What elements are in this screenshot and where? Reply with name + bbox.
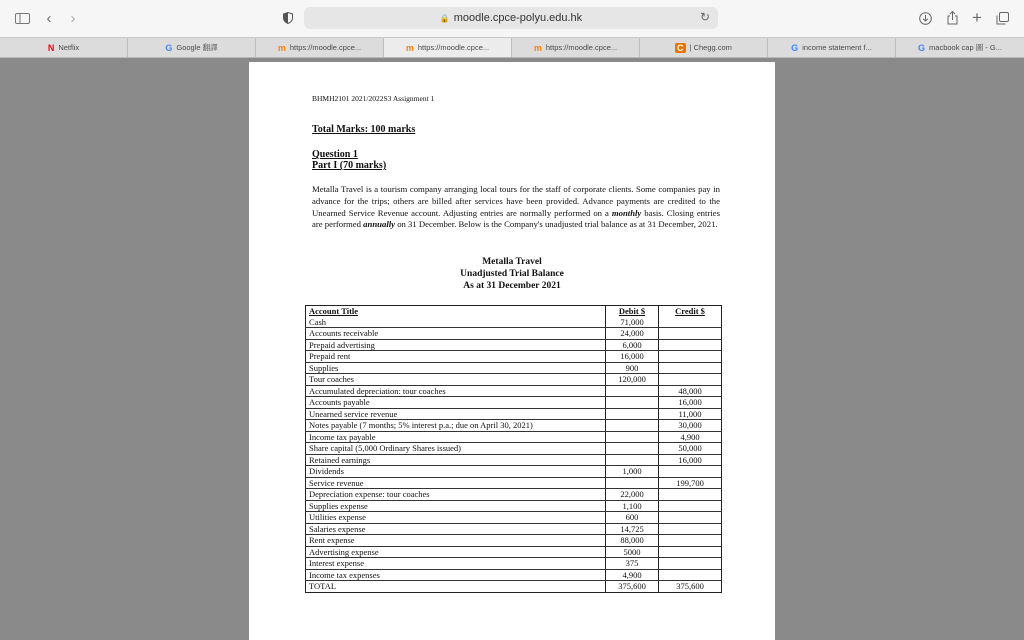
header-debit: Debit $ <box>606 306 659 317</box>
debit-amount <box>606 454 659 466</box>
table-row <box>306 374 722 386</box>
total-debit: 375,600 <box>606 581 659 593</box>
account-title: Service revenue <box>306 477 606 489</box>
trial-balance-table <box>305 305 722 593</box>
debit-amount <box>606 431 659 443</box>
google-favicon: G <box>918 42 926 53</box>
tab-chegg[interactable] <box>640 38 768 57</box>
account-title: Supplies <box>306 362 606 374</box>
total-marks: Total Marks: 100 marks <box>312 124 416 135</box>
tab-label: https://moodle.cpce... <box>289 43 362 52</box>
assignment-header: BHMH2101 2021/2022S3 Assignment 1 <box>312 94 435 103</box>
table-row <box>306 443 722 455</box>
account-title: Rent expense <box>306 535 606 547</box>
tab-label: Google 翻譯 <box>176 43 218 52</box>
tab-google-translate[interactable] <box>128 38 256 57</box>
moodle-favicon: m <box>277 42 286 53</box>
header-credit: Credit $ <box>659 306 722 317</box>
debit-amount: 1,100 <box>606 500 659 512</box>
google-translate-favicon: G <box>165 42 173 53</box>
sidebar-icon[interactable] <box>14 8 30 28</box>
debit-amount: 88,000 <box>606 535 659 547</box>
total-credit: 375,600 <box>659 581 722 593</box>
debit-amount <box>606 408 659 420</box>
tab-income-statement[interactable] <box>768 38 896 57</box>
table-row <box>306 569 722 581</box>
header-account-title: Account Title <box>306 306 606 317</box>
debit-amount: 22,000 <box>606 489 659 501</box>
credit-amount: 199,700 <box>659 477 722 489</box>
tab-netflix[interactable] <box>0 38 128 57</box>
account-title: Interest expense <box>306 558 606 570</box>
account-title: Income tax payable <box>306 431 606 443</box>
account-title: Accounts payable <box>306 397 606 409</box>
credit-amount <box>659 535 722 547</box>
address-bar[interactable] <box>304 7 718 29</box>
debit-amount: 600 <box>606 512 659 524</box>
total-row <box>306 581 722 593</box>
table-row <box>306 535 722 547</box>
credit-amount: 48,000 <box>659 385 722 397</box>
table-row <box>306 408 722 420</box>
debit-amount: 120,000 <box>606 374 659 386</box>
table-row <box>306 500 722 512</box>
table-row <box>306 466 722 478</box>
table-row <box>306 339 722 351</box>
account-title: Accounts receivable <box>306 328 606 340</box>
debit-amount <box>606 420 659 432</box>
url-text: moodle.cpce-polyu.edu.hk <box>453 12 583 24</box>
account-title: Depreciation expense: tour coaches <box>306 489 606 501</box>
share-icon[interactable] <box>945 8 959 28</box>
account-title: Retained earnings <box>306 454 606 466</box>
account-title: Prepaid advertising <box>306 339 606 351</box>
table-row <box>306 477 722 489</box>
debit-amount: 1,000 <box>606 466 659 478</box>
account-title: Salaries expense <box>306 523 606 535</box>
statement-date: As at 31 December 2021 <box>463 281 561 291</box>
tab-macbook[interactable] <box>896 38 1024 57</box>
debit-amount <box>606 477 659 489</box>
account-title: Cash <box>306 317 606 328</box>
reload-icon[interactable]: ↻ <box>699 10 710 24</box>
account-title: Utilities expense <box>306 512 606 524</box>
account-title: Income tax expenses <box>306 569 606 581</box>
statement-title: Unadjusted Trial Balance <box>460 269 564 279</box>
credit-amount: 30,000 <box>659 420 722 432</box>
credit-amount <box>659 339 722 351</box>
table-row <box>306 420 722 432</box>
browser-toolbar <box>0 0 1024 37</box>
moodle-favicon: m <box>405 42 414 53</box>
table-header-row <box>306 306 722 317</box>
paragraph-text: Metalla Travel is a tourism company arranging local tours for the staff of corporate clients. Some companies pay in advance for the trips; others are billed after services have been provided. Advance payments are credited to the Unearned Service Revenue account. Adjusting entries are normally performed on a <box>312 184 720 218</box>
tab-moodle-3[interactable] <box>512 38 640 57</box>
credit-amount: 16,000 <box>659 397 722 409</box>
debit-amount: 16,000 <box>606 351 659 363</box>
netflix-favicon: N <box>47 42 55 53</box>
table-row <box>306 523 722 535</box>
credit-amount <box>659 546 722 558</box>
credit-amount <box>659 558 722 570</box>
tab-moodle-1[interactable] <box>256 38 384 57</box>
table-row <box>306 546 722 558</box>
forward-icon[interactable]: › <box>70 9 76 27</box>
question-paragraph <box>312 184 720 231</box>
credit-amount <box>659 328 722 340</box>
paragraph-text: basis. Closing entries are performed <box>312 207 720 230</box>
paragraph-text: on 31 December. Below is the Company's unadjusted trial balance as at 31 December, 2021. <box>395 219 718 230</box>
tab-label: income statement f... <box>802 43 872 52</box>
tab-label: Netflix <box>58 43 80 52</box>
debit-amount <box>606 385 659 397</box>
account-title: Share capital (5,000 Ordinary Shares issued) <box>306 443 606 455</box>
debit-amount: 14,725 <box>606 523 659 535</box>
debit-amount: 375 <box>606 558 659 570</box>
lock-icon: 🔒 <box>439 13 450 23</box>
account-title: Advertising expense <box>306 546 606 558</box>
account-title: Notes payable (7 months; 5% interest p.a.; due on April 30, 2021) <box>306 420 606 432</box>
credit-amount: 16,000 <box>659 454 722 466</box>
table-row <box>306 317 722 328</box>
account-title: Supplies expense <box>306 500 606 512</box>
shield-icon[interactable] <box>282 8 294 28</box>
credit-amount <box>659 512 722 524</box>
account-title: Tour coaches <box>306 374 606 386</box>
credit-amount: 50,000 <box>659 443 722 455</box>
credit-amount: 11,000 <box>659 408 722 420</box>
debit-amount <box>606 397 659 409</box>
credit-amount <box>659 374 722 386</box>
account-title: Dividends <box>306 466 606 478</box>
chegg-favicon: C <box>677 42 684 53</box>
google-favicon: G <box>791 42 799 53</box>
company-name: Metalla Travel <box>482 257 542 267</box>
question-heading: Question 1 <box>312 149 358 160</box>
credit-amount <box>659 569 722 581</box>
debit-amount <box>606 443 659 455</box>
debit-amount: 5000 <box>606 546 659 558</box>
account-title: Unearned service revenue <box>306 408 606 420</box>
table-row <box>306 328 722 340</box>
document-page <box>249 62 775 640</box>
new-tab-icon[interactable]: + <box>972 8 982 27</box>
back-icon[interactable]: ‹ <box>46 9 52 27</box>
debit-amount: 900 <box>606 362 659 374</box>
debit-amount: 6,000 <box>606 339 659 351</box>
table-row <box>306 431 722 443</box>
tab-bar <box>0 37 1024 58</box>
table-row <box>306 558 722 570</box>
total-label: TOTAL <box>306 581 606 593</box>
paragraph-emphasis: monthly <box>611 207 642 218</box>
account-title: Prepaid rent <box>306 351 606 363</box>
credit-amount: 4,900 <box>659 431 722 443</box>
debit-amount: 71,000 <box>606 317 659 328</box>
credit-amount <box>659 489 722 501</box>
part-heading: Part I (70 marks) <box>312 160 387 171</box>
table-row <box>306 351 722 363</box>
table-row <box>306 454 722 466</box>
tab-overview-icon[interactable] <box>995 8 1009 28</box>
table-row <box>306 397 722 409</box>
credit-amount <box>659 523 722 535</box>
account-title: Accumulated depreciation: tour coaches <box>306 385 606 397</box>
table-row <box>306 385 722 397</box>
credit-amount <box>659 351 722 363</box>
credit-amount <box>659 362 722 374</box>
paragraph-emphasis: annually <box>363 219 396 230</box>
tab-label: https://moodle.cpce... <box>417 43 490 52</box>
table-row <box>306 512 722 524</box>
table-row <box>306 489 722 501</box>
credit-amount <box>659 466 722 478</box>
tab-label: https://moodle.cpce... <box>545 43 618 52</box>
debit-amount: 24,000 <box>606 328 659 340</box>
table-row <box>306 362 722 374</box>
tab-label: | Chegg.com <box>689 43 732 52</box>
credit-amount <box>659 317 722 328</box>
credit-amount <box>659 500 722 512</box>
debit-amount: 4,900 <box>606 569 659 581</box>
moodle-favicon: m <box>533 42 542 53</box>
download-icon[interactable] <box>918 8 932 28</box>
tab-moodle-2[interactable] <box>384 38 512 57</box>
tab-label: macbook cap 圖 - G... <box>929 43 1002 52</box>
